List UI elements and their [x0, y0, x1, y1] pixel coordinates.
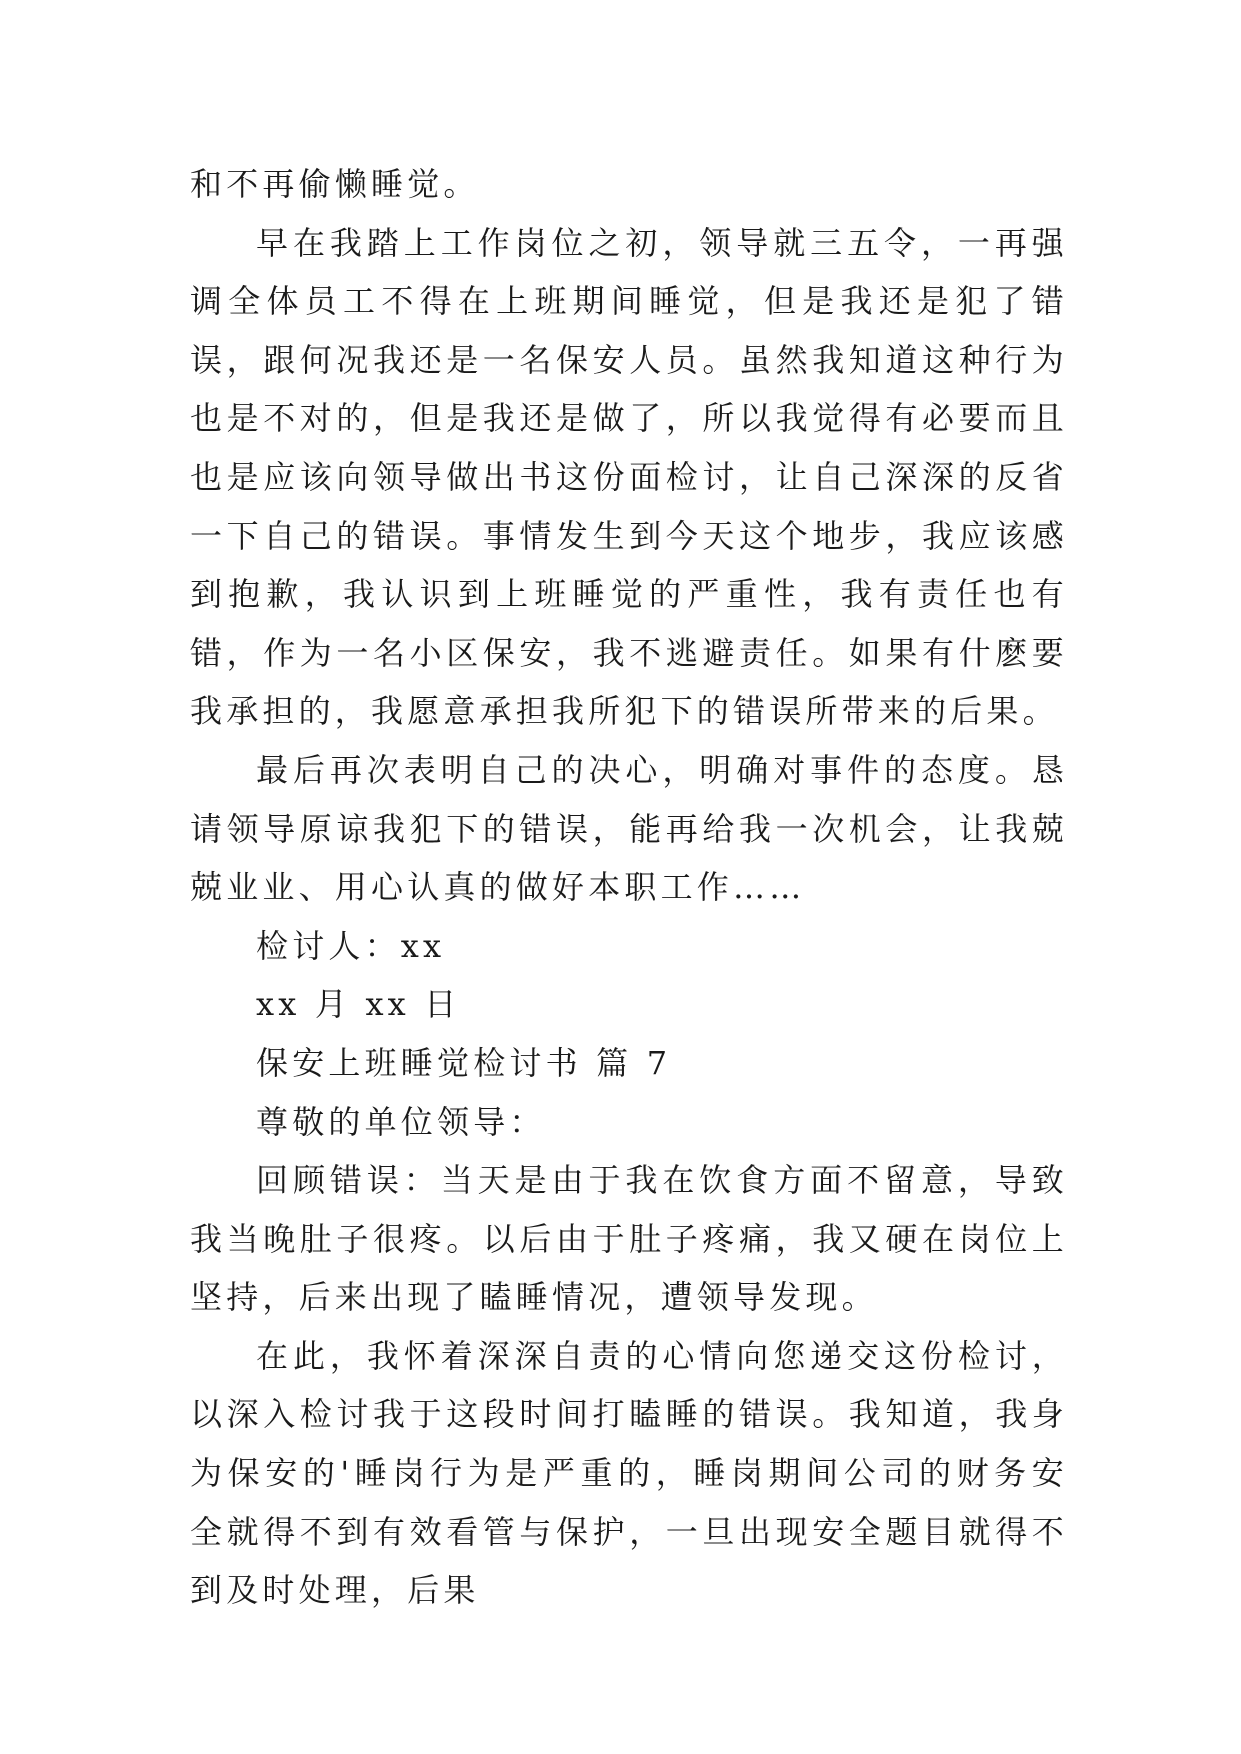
salutation: 尊敬的单位领导： — [256, 1102, 546, 1141]
paragraph-resolution: 最后再次表明自己的决心，明确对事件的态度。恳请领导原谅我犯下的错误，能再给我一次机会，让我兢兢业业、用心认真的做好本职工作…… — [190, 750, 1068, 907]
paragraph-review: 回顾错误：当天是由于我在饮食方面不留意，导致我当晚肚子很疼。以后由于肚子疼痛，我又硬在岗位上坚持，后来出现了瞌睡情况，遭领导发现。 — [190, 1161, 1068, 1317]
paragraph-apology: 在此，我怀着深深自责的心情向您递交这份检讨，以深入检讨我于这段时间打瞌睡的错误。我知道，我身为保安的'睡岗行为是严重的，睡岗期间公司的财务安全就得不到有效看管与保护，一旦出现安全题目就得不到及时处理，后果 — [190, 1336, 1068, 1610]
section-title: 保安上班睡觉检讨书 篇 7 — [256, 1043, 672, 1082]
paragraph-continuation: 和不再偷懒睡觉。 — [190, 165, 480, 203]
signature-author: 检讨人：xx — [256, 926, 446, 965]
document-body — [190, 155, 1068, 1620]
paragraph-background: 早在我踏上工作岗位之初，领导就三五令，一再强调全体员工不得在上班期间睡觉，但是我还是犯了错误，跟何况我还是一名保安人员。虽然我知道这种行为也是不对的，但是我还是做了，所以我觉得有必要而且也是应该向领导做出书这份面检讨，让自己深深的反省一下自己的错误。事情发生到今天这个地步，我应该感到抱歉，我认识到上班睡觉的严重性，我有责任也有错，作为一名小区保安，我不逃避责任。如果有什麽要我承担的，我愿意承担我所犯下的错误所带来的后果。 — [190, 223, 1068, 731]
signature-date: xx 月 xx 日 — [256, 985, 461, 1024]
